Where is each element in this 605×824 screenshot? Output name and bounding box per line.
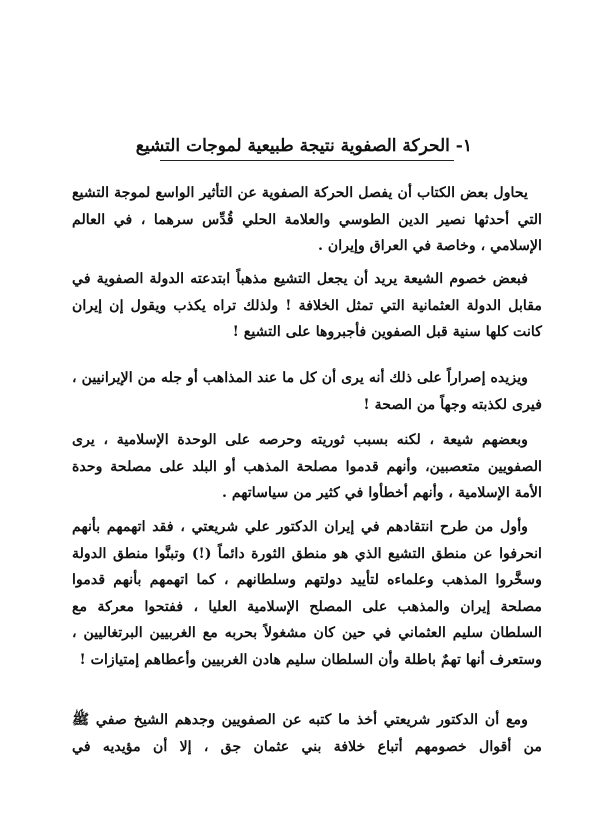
paragraph-5-text: وأول من طرح انتقادهم في إيران الدكتور علي شريعتي ، فقد اتهمهم بأنهم انحرفوا عن منطق التشيع الذي هو منطق الثورة دائماً (!) وتبنَّوا منطق الدولة وسخَّروا المذهب وعلماءه لتأييد دولتهم وسلطانهم ، كما اتهمهم بأنهم قدموا مصلحة إيران والمذهب على المصلح الإسلامية العليا ، ففتحوا معركة مع السلطان سليم العثماني في حين كان مشغولاً بحربه مع الغربيين البرتغاليين ، وستعرف أنها تهمٌ باطلة وأن السلطان سليم هادن الغربيين وأعطاهم إمتيازات !: [72, 519, 542, 668]
paragraph-1: [72, 180, 542, 260]
section-heading: ١- الحركة الصفوية نتيجة طبيعية لموجات التشيع: [135, 136, 472, 156]
paragraph-2-text: فبعض خصوم الشيعة يريد أن يجعل التشيع مذهباً ابتدعته الدولة الصفوية في مقابل الدولة العثمانية التي تمثل الخلافة ! ولذلك تراه يكذب ويقول إن إيران كانت كلها سنية قبل الصفوين فأجبروها على التشيع !: [72, 271, 542, 341]
paragraph-2: [72, 266, 542, 346]
paragraph-3-text: ويزيده إصراراً على ذلك أنه يرى أن كل ما عند المذاهب أو جله من الإيرانيين ، فيرى لكذبته وجهاً من الصحة !: [72, 370, 542, 413]
heading-underline: [160, 160, 454, 161]
paragraph-6-text: ومع أن الدكتور شريعتي أخذ ما كتبه عن الصفويين وجدهم الشيخ صفي ﷺ من أقوال خصومهم أتباع خلافة بني عثمان جق ، إلا أن مؤيديه في: [72, 712, 542, 755]
document-page: [72, 0, 542, 824]
paragraph-4: [72, 427, 542, 507]
paragraph-5: [72, 514, 542, 700]
paragraph-1-text: يحاول بعض الكتاب أن يفصل الحركة الصفوية عن التأثير الواسع لموجة التشيع التي أحدثها نصير الدين الطوسي والعلامة الحلي قُدِّس سرهما ، في العالم الإسلامي ، وخاصة في العراق وإيران .: [72, 185, 542, 255]
paragraph-4-text: وبعضهم شيعة ، لكنه بسبب ثوريته وحرصه على الوحدة الإسلامية ، يرى الصفويين متعصبين، وأنهم قدموا مصلحة المذهب أو البلد على مصلحة وحدة الأمة الإسلامية ، وأنهم أخطأوا في كثير من سياساتهم .: [72, 432, 542, 502]
paragraph-6: [72, 707, 542, 761]
paragraph-3: [72, 365, 542, 419]
